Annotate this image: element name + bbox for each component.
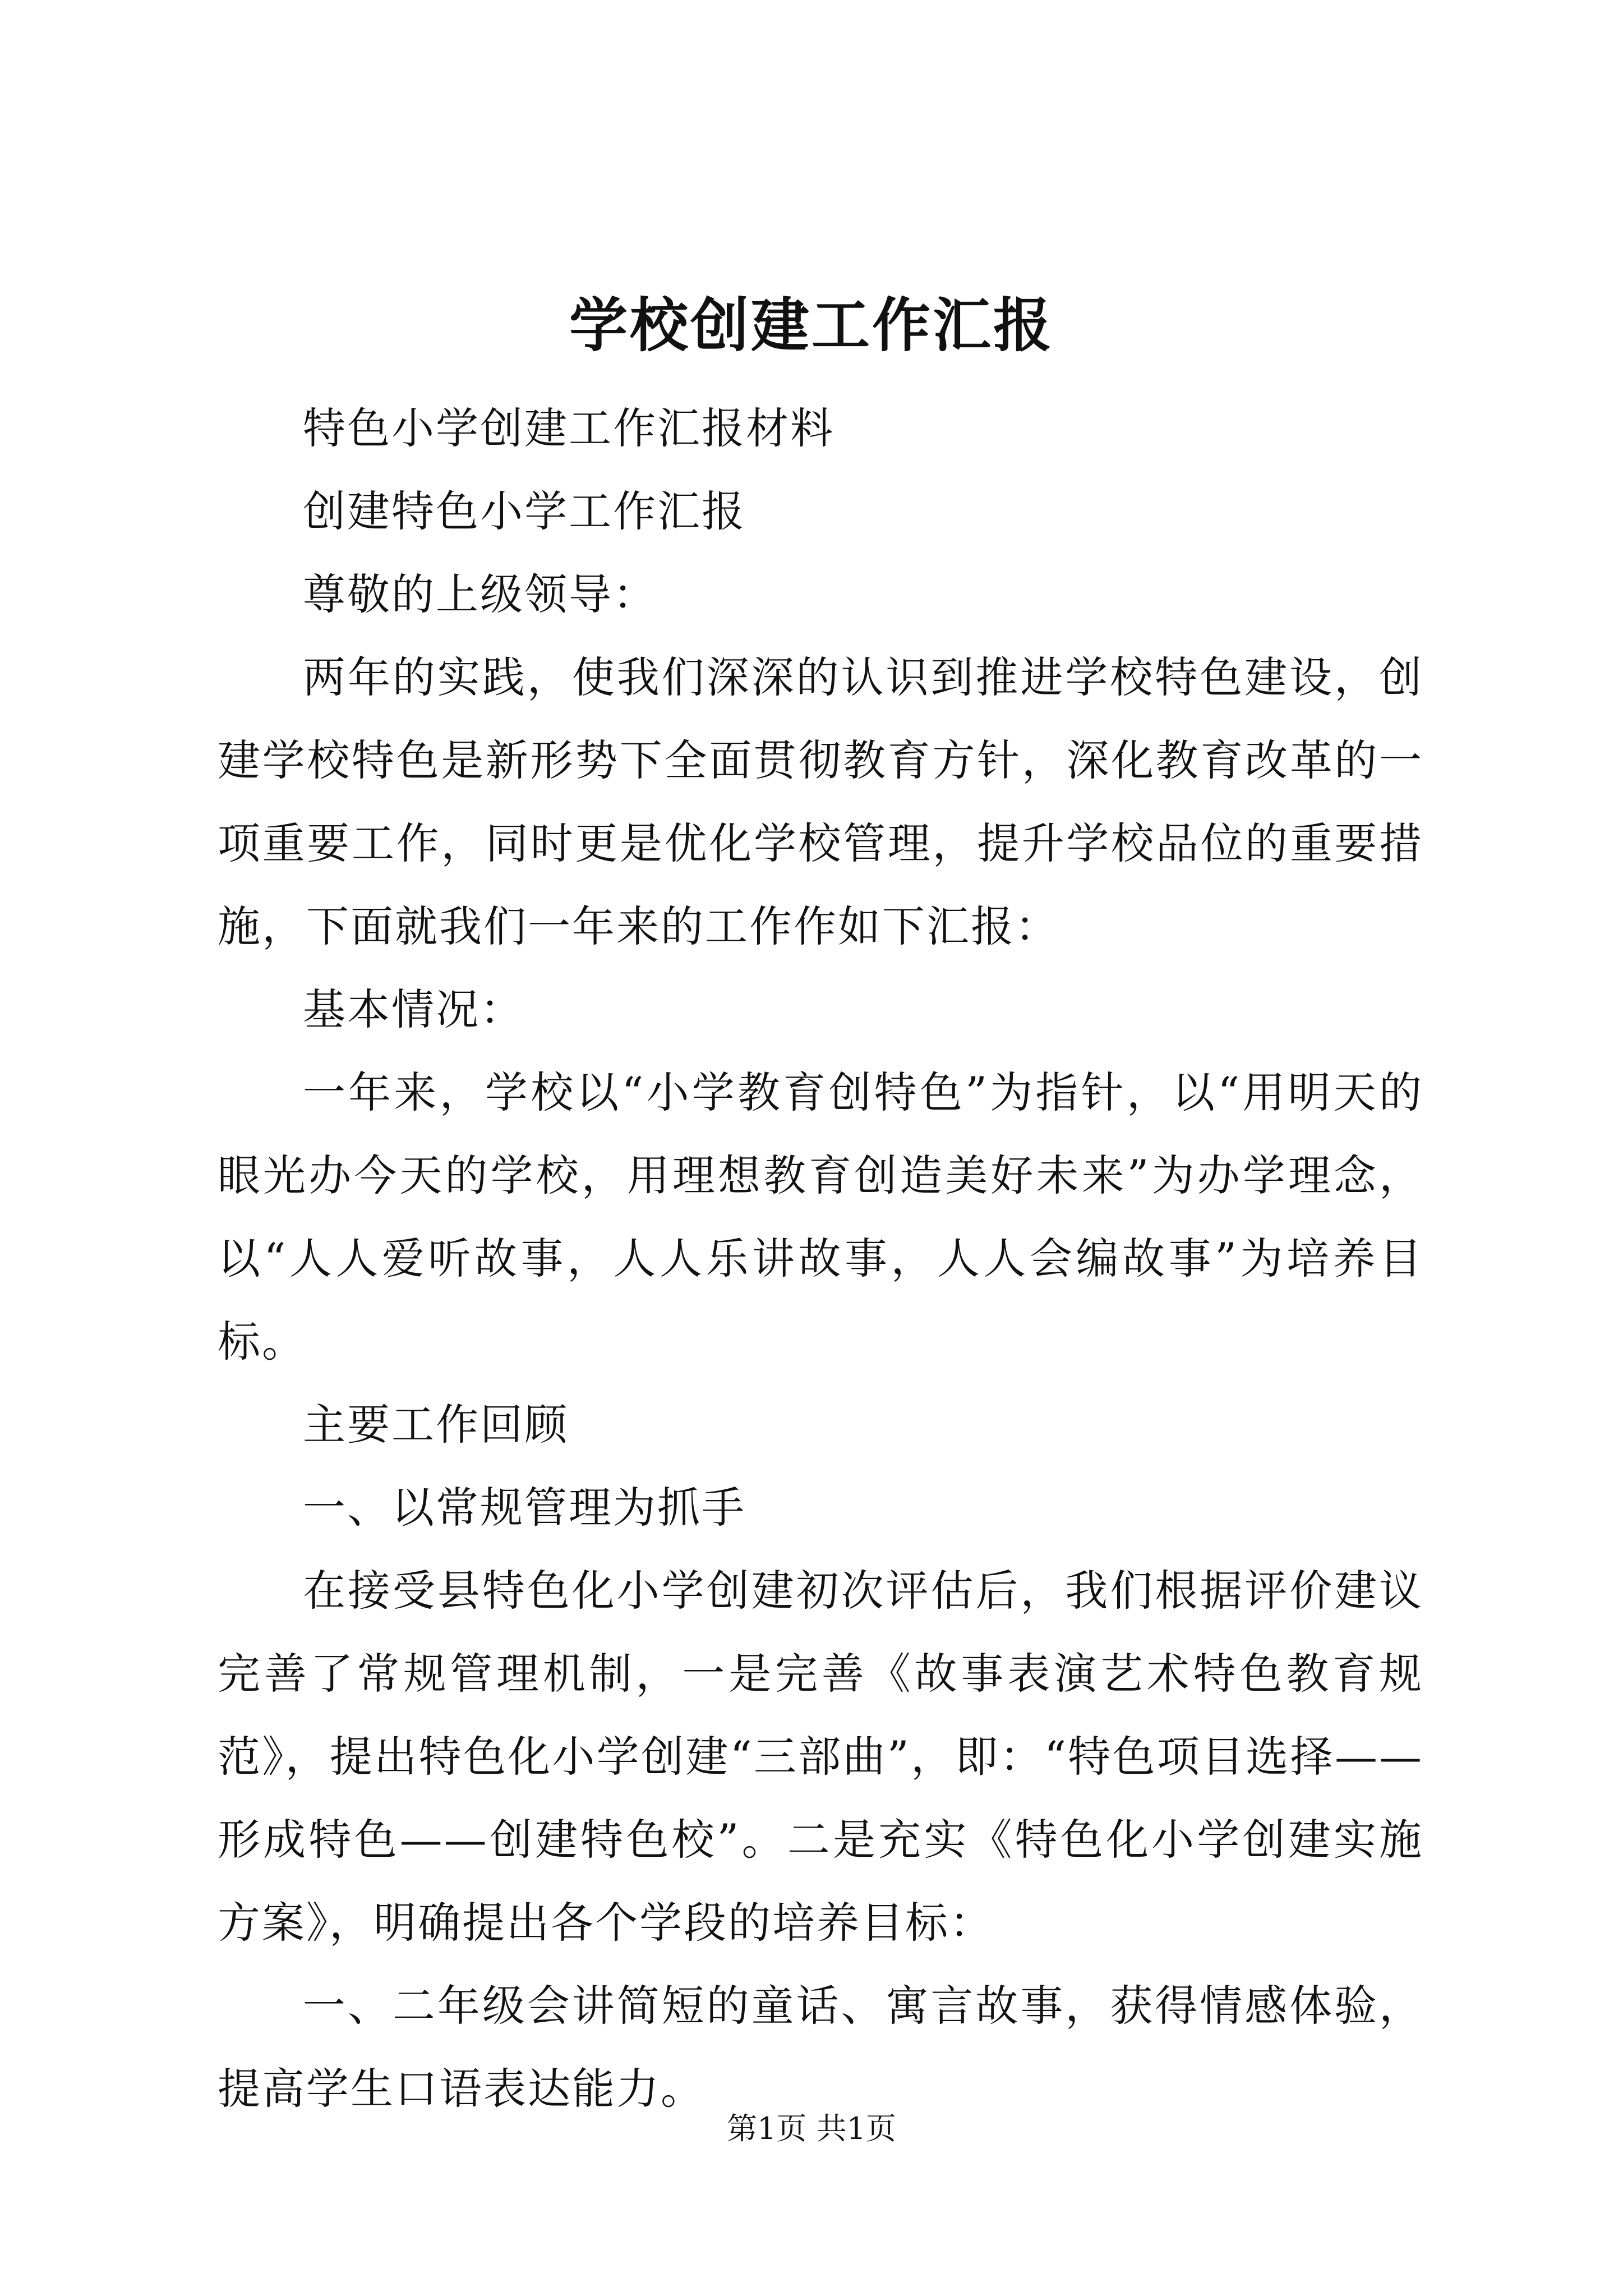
paragraph-section-one-content: 在接受县特色化小学创建初次评估后，我们根据评价建议完善了常规管理机制，一是完善《故事表演艺术特色教育规范》，提出特色化小学创建“三部曲”，即：“特色项目选择——形成特色——创建特色校”。二是充实《特色化小学创建实施方案》，明确提出各个学段的培养目标： (218, 1566, 1423, 1948)
paragraph-section-one-heading: 一、以常规管理为抓手 (303, 1483, 746, 1533)
paragraph-basic-content: 一年来，学校以“小学教育创特色”为指针，以“用明天的眼光办今天的学校，用理想教育创造美好未来”为办学理念，以“人人爱听故事，人人乐讲故事，人人会编故事”为培养目标。 (218, 1068, 1423, 1366)
paragraph-grade-goals: 一、二年级会讲简短的童话、寓言故事，获得情感体验，提高学生口语表达能力。 (218, 1981, 1423, 2114)
paragraph-basic-heading: 基本情况： (303, 984, 524, 1034)
paragraph-subtitle-materials: 特色小学创建工作汇报材料 (303, 403, 834, 453)
paragraph-review-heading: 主要工作回顾 (303, 1400, 569, 1450)
page-footer: 第1页 共1页 (727, 2111, 896, 2146)
document-body (218, 387, 1423, 2131)
paragraph-salutation: 尊敬的上级领导： (303, 569, 657, 619)
paragraph-intro: 两年的实践，使我们深深的认识到推进学校特色建设，创建学校特色是新形势下全面贯彻教育方针，深化教育改革的一项重要工作，同时更是优化学校管理，提升学校品位的重要措施，下面就我们一年来的工作作如下汇报： (218, 652, 1423, 951)
document-title: 学校创建工作汇报 (569, 291, 1054, 360)
paragraph-subtitle-report: 创建特色小学工作汇报 (303, 486, 746, 536)
